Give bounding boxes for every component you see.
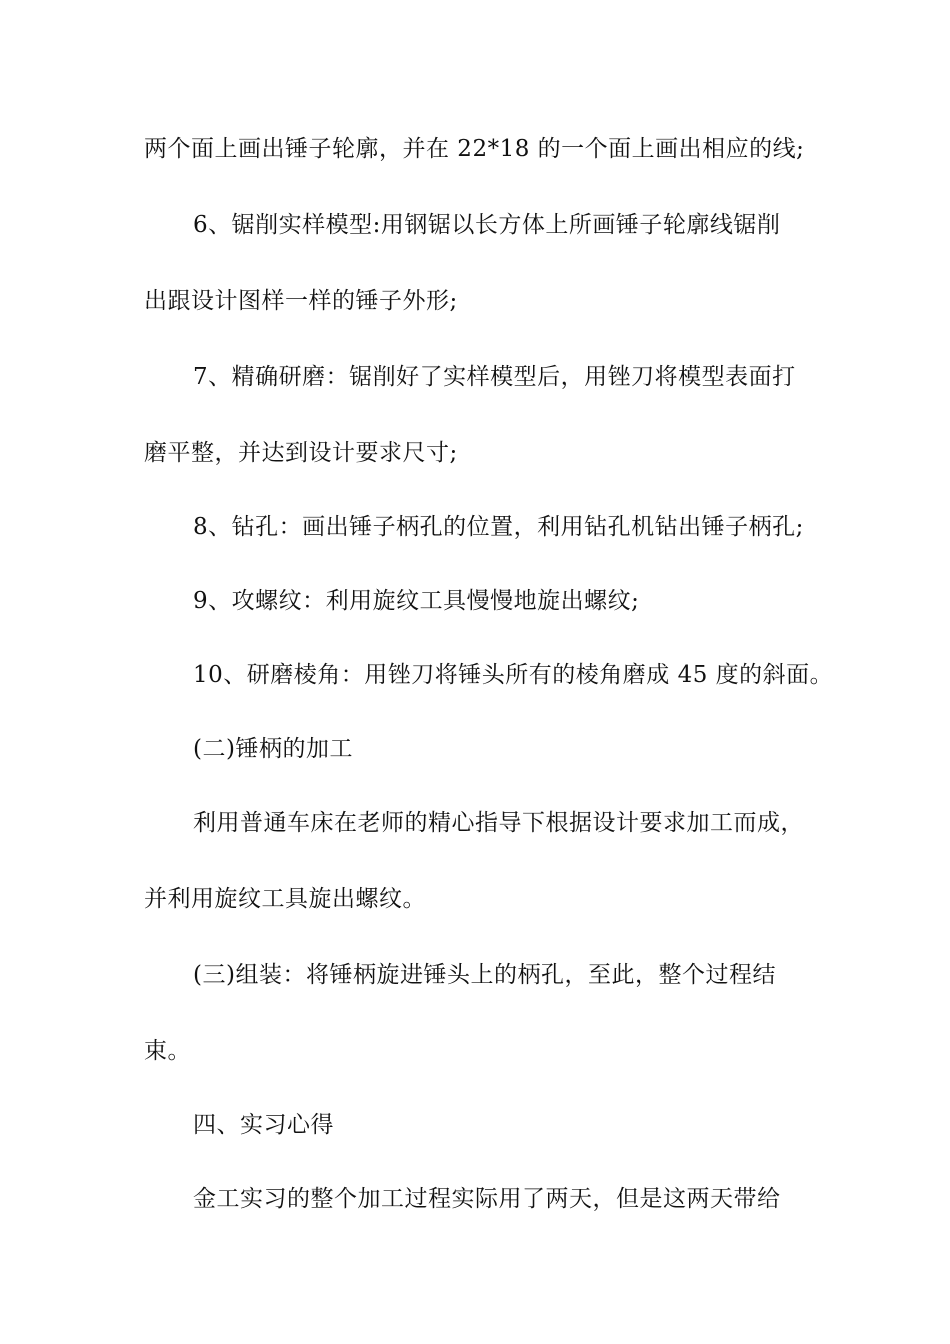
text-line: 金工实习的整个加工过程实际用了两天，但是这两天带给 <box>193 1186 781 1212</box>
text-line: (三)组装：将锤柄旋进锤头上的柄孔，至此，整个过程结 <box>193 962 776 988</box>
text-line: 9、攻螺纹：利用旋纹工具慢慢地旋出螺纹; <box>193 588 640 614</box>
text-line: 出跟设计图样一样的锤子外形; <box>144 288 458 314</box>
section-heading: (二)锤柄的加工 <box>193 736 353 762</box>
text-line: 7、精确研磨：锯削好了实样模型后，用锉刀将模型表面打 <box>193 364 796 390</box>
section-heading: 四、实习心得 <box>193 1112 334 1138</box>
text-line: 10、研磨棱角：用锉刀将锤头所有的棱角磨成 45 度的斜面。 <box>193 662 834 688</box>
text-line: 两个面上画出锤子轮廓，并在 22*18 的一个面上画出相应的线; <box>144 136 805 162</box>
text-line: 束。 <box>144 1038 191 1064</box>
text-line: 并利用旋纹工具旋出螺纹。 <box>144 886 426 912</box>
text-line: 8、钻孔：画出锤子柄孔的位置，利用钻孔机钻出锤子柄孔; <box>193 514 804 540</box>
text-line: 磨平整，并达到设计要求尺寸; <box>144 440 458 466</box>
text-line: 6、锯削实样模型:用钢锯以长方体上所画锤子轮廓线锯削 <box>193 212 781 238</box>
text-line: 利用普通车床在老师的精心指导下根据设计要求加工而成， <box>193 810 804 836</box>
